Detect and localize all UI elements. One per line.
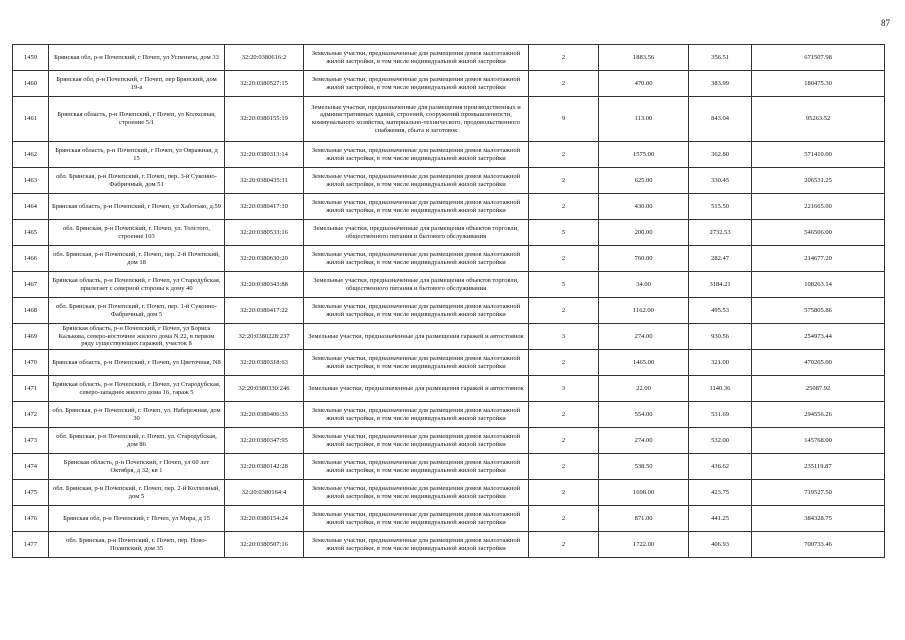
- land-use-cell: Земельные участки, предназначенные для размещения домов малоэтажной жилой застройки, в том числе индивидуальной жилой застройки: [304, 428, 529, 454]
- use-group-cell: 2: [529, 402, 599, 428]
- area-cell: 1465.00: [599, 350, 689, 376]
- specific-value-cell: 441.25: [689, 506, 752, 532]
- specific-value-cell: 383.99: [689, 71, 752, 97]
- specific-value-cell: 843.04: [689, 97, 752, 142]
- row-number: 1473: [13, 428, 49, 454]
- address-cell: обл. Брянская, р-н Почепский, г. Почеп, ул. Стародубская, дом 86: [49, 428, 225, 454]
- specific-value-cell: 406.93: [689, 532, 752, 558]
- area-cell: 554.00: [599, 402, 689, 428]
- use-group-cell: 2: [529, 350, 599, 376]
- use-group-cell: 2: [529, 298, 599, 324]
- cadastral-value-cell: 384328.75: [752, 506, 885, 532]
- row-number: 1475: [13, 480, 49, 506]
- table-row: [13, 402, 885, 428]
- land-use-cell: Земельные участки, предназначенные для размещения гаражей и автостоянок: [304, 324, 529, 350]
- address-cell: обл. Брянская, р-н Почепский, г. Почеп, пер. 1-й Суконно-Фабричный, дом 5: [49, 298, 225, 324]
- table-row: [13, 168, 885, 194]
- row-number: 1462: [13, 142, 49, 168]
- cadastral-number-cell: 32:20:0380155:19: [225, 97, 304, 142]
- specific-value-cell: 515.50: [689, 194, 752, 220]
- land-registry-table: [12, 44, 885, 558]
- cadastral-value-cell: 470265.00: [752, 350, 885, 376]
- row-number: 1466: [13, 246, 49, 272]
- table-row: [13, 506, 885, 532]
- area-cell: 470.00: [599, 71, 689, 97]
- land-use-cell: Земельные участки, предназначенные для размещения домов малоэтажной жилой застройки, в том числе индивидуальной жилой застройки: [304, 454, 529, 480]
- area-cell: 871.00: [599, 506, 689, 532]
- table-body: [13, 45, 885, 558]
- land-use-cell: Земельные участки, предназначенные для размещения домов малоэтажной жилой застройки, в том числе индивидуальной жилой застройки: [304, 45, 529, 71]
- area-cell: 113.00: [599, 97, 689, 142]
- address-cell: Брянская область, р-н Почепский, г Почеп, ул 60 лет Октября, д 32, кв 1: [49, 454, 225, 480]
- address-cell: обл. Брянская, р-н Почепский, г. Почеп, пер. 2-й Почепский, дом 18: [49, 246, 225, 272]
- specific-value-cell: 930.56: [689, 324, 752, 350]
- address-cell: Брянская область, р-н Почепский, г Почеп, ул Колхозная, строение 5/1: [49, 97, 225, 142]
- cadastral-number-cell: 32:20:0380417:22: [225, 298, 304, 324]
- address-cell: Брянская обл, р-н Почепский, г Почеп, ул Мира, д 15: [49, 506, 225, 532]
- land-use-cell: Земельные участки, предназначенные для размещения домов малоэтажной жилой застройки, в том числе индивидуальной жилой застройки: [304, 298, 529, 324]
- area-cell: 22.00: [599, 376, 689, 402]
- specific-value-cell: 532.00: [689, 428, 752, 454]
- land-use-cell: Земельные участки, предназначенные для размещения производственных и административных зданий, строений, сооружений промышленности, коммунального хозяйства, материально-технического, продовольственного снабжения, сбыта и заготовок: [304, 97, 529, 142]
- cadastral-value-cell: 25087.92: [752, 376, 885, 402]
- cadastral-number-cell: 32:20:0380347:95: [225, 428, 304, 454]
- specific-value-cell: 321.00: [689, 350, 752, 376]
- cadastral-value-cell: 145768.00: [752, 428, 885, 454]
- cadastral-value-cell: 206531.25: [752, 168, 885, 194]
- page-number: 87: [881, 18, 890, 28]
- row-number: 1460: [13, 71, 49, 97]
- area-cell: 200.00: [599, 220, 689, 246]
- row-number: 1470: [13, 350, 49, 376]
- specific-value-cell: 330.45: [689, 168, 752, 194]
- cadastral-number-cell: 32:20:0380630:20: [225, 246, 304, 272]
- row-number: 1472: [13, 402, 49, 428]
- use-group-cell: 5: [529, 220, 599, 246]
- cadastral-value-cell: 294556.26: [752, 402, 885, 428]
- land-use-cell: Земельные участки, предназначенные для размещения объектов торговли, общественного питания и бытового обслуживания: [304, 220, 529, 246]
- cadastral-value-cell: 700733.46: [752, 532, 885, 558]
- cadastral-number-cell: 32:20:0380527:15: [225, 71, 304, 97]
- address-cell: Брянская область, р-н Почепский, г Почеп, ул Хаботько, д.59: [49, 194, 225, 220]
- row-number: 1476: [13, 506, 49, 532]
- cadastral-value-cell: 108263.14: [752, 272, 885, 298]
- table-row: [13, 324, 885, 350]
- address-cell: обл. Брянская, р-н Почепский, г. Почеп, ул. Набережная, дом 30: [49, 402, 225, 428]
- cadastral-value-cell: 571410.00: [752, 142, 885, 168]
- cadastral-value-cell: 575805.86: [752, 298, 885, 324]
- use-group-cell: 3: [529, 324, 599, 350]
- land-use-cell: Земельные участки, предназначенные для размещения домов малоэтажной жилой застройки, в том числе индивидуальной жилой застройки: [304, 168, 529, 194]
- address-cell: Брянская область, р-н Почепский, г Почеп, ул Бориса Калькова, северо-восточнее жилого дома N 22, в первом ряду существующих гаражей, участок 8: [49, 324, 225, 350]
- address-cell: Брянская область, р-н Почепский, г Почеп, ул Стародубская, северо-западнее жилого дома 16, гараж 5: [49, 376, 225, 402]
- area-cell: 1162.00: [599, 298, 689, 324]
- use-group-cell: 2: [529, 142, 599, 168]
- table-row: [13, 246, 885, 272]
- cadastral-number-cell: 32:20:0380330:246: [225, 376, 304, 402]
- table-row: [13, 428, 885, 454]
- use-group-cell: 2: [529, 454, 599, 480]
- row-number: 1467: [13, 272, 49, 298]
- area-cell: 625.00: [599, 168, 689, 194]
- land-use-cell: Земельные участки, предназначенные для размещения домов малоэтажной жилой застройки, в том числе индивидуальной жилой застройки: [304, 480, 529, 506]
- cadastral-number-cell: 32:20:0380164:4: [225, 480, 304, 506]
- land-use-cell: Земельные участки, предназначенные для размещения домов малоэтажной жилой застройки, в том числе индивидуальной жилой застройки: [304, 71, 529, 97]
- row-number: 1468: [13, 298, 49, 324]
- specific-value-cell: 2732.53: [689, 220, 752, 246]
- cadastral-number-cell: 32:20:0380616:2: [225, 45, 304, 71]
- cadastral-number-cell: 32:20:0380154:24: [225, 506, 304, 532]
- use-group-cell: 2: [529, 246, 599, 272]
- address-cell: Брянская область, р-н Почепский, г Почеп, ул Стародубская, прилегает с северной стороны к дому 40: [49, 272, 225, 298]
- table-row: [13, 272, 885, 298]
- table-row: [13, 71, 885, 97]
- row-number: 1469: [13, 324, 49, 350]
- cadastral-number-cell: 32:20:0380417:10: [225, 194, 304, 220]
- cadastral-value-cell: 235119.87: [752, 454, 885, 480]
- specific-value-cell: 3184.21: [689, 272, 752, 298]
- row-number: 1461: [13, 97, 49, 142]
- table-row: [13, 298, 885, 324]
- table-row: [13, 532, 885, 558]
- land-use-cell: Земельные участки, предназначенные для размещения домов малоэтажной жилой застройки, в том числе индивидуальной жилой застройки: [304, 532, 529, 558]
- address-cell: Брянская обл, р-н Почепский, г Почеп, пер Брянский, дом 19-а: [49, 71, 225, 97]
- area-cell: 430.00: [599, 194, 689, 220]
- cadastral-number-cell: 32:20:0380228:237: [225, 324, 304, 350]
- area-cell: 1575.00: [599, 142, 689, 168]
- address-cell: обл. Брянская, р-н Почепский, г. Почеп, пер. 2-й Колхозный, дом 5: [49, 480, 225, 506]
- use-group-cell: 2: [529, 194, 599, 220]
- use-group-cell: 2: [529, 45, 599, 71]
- row-number: 1464: [13, 194, 49, 220]
- cadastral-value-cell: 671507.98: [752, 45, 885, 71]
- address-cell: обл. Брянская, р-н Почепский, г. Почеп, пер. 3-й Суконно-Фабричный, дом 51: [49, 168, 225, 194]
- row-number: 1477: [13, 532, 49, 558]
- use-group-cell: 2: [529, 428, 599, 454]
- table-row: [13, 142, 885, 168]
- area-cell: 274.00: [599, 324, 689, 350]
- use-group-cell: 5: [529, 272, 599, 298]
- cadastral-number-cell: 32:20:0380343:88: [225, 272, 304, 298]
- address-cell: обл. Брянская, р-н Почепский, г. Почеп, пер. Ново-Полипский, дом 35: [49, 532, 225, 558]
- row-number: 1463: [13, 168, 49, 194]
- cadastral-number-cell: 32:20:0380507:16: [225, 532, 304, 558]
- cadastral-number-cell: 32:20:0380313:14: [225, 142, 304, 168]
- area-cell: 760.00: [599, 246, 689, 272]
- area-cell: 538.50: [599, 454, 689, 480]
- row-number: 1459: [13, 45, 49, 71]
- table-row: [13, 194, 885, 220]
- area-cell: 1698.00: [599, 480, 689, 506]
- cadastral-number-cell: 32:20:0380318:63: [225, 350, 304, 376]
- land-use-cell: Земельные участки, предназначенные для размещения домов малоэтажной жилой застройки, в том числе индивидуальной жилой застройки: [304, 350, 529, 376]
- specific-value-cell: 362.80: [689, 142, 752, 168]
- table-row: [13, 480, 885, 506]
- use-group-cell: 2: [529, 480, 599, 506]
- use-group-cell: 2: [529, 168, 599, 194]
- address-cell: Брянская область, р-н Почепский, г Почеп, ул Овражная, д 15: [49, 142, 225, 168]
- table-row: [13, 220, 885, 246]
- area-cell: 274.00: [599, 428, 689, 454]
- table-row: [13, 454, 885, 480]
- use-group-cell: 2: [529, 532, 599, 558]
- area-cell: 1883.56: [599, 45, 689, 71]
- cadastral-number-cell: 32:20:0380142:28: [225, 454, 304, 480]
- specific-value-cell: 1140.36: [689, 376, 752, 402]
- cadastral-number-cell: 32:20:0380406:33: [225, 402, 304, 428]
- table-row: [13, 45, 885, 71]
- use-group-cell: 2: [529, 506, 599, 532]
- use-group-cell: 2: [529, 71, 599, 97]
- land-use-cell: Земельные участки, предназначенные для размещения объектов торговли, общественного питания и бытового обслуживания: [304, 272, 529, 298]
- specific-value-cell: 436.62: [689, 454, 752, 480]
- row-number: 1465: [13, 220, 49, 246]
- land-use-cell: Земельные участки, предназначенные для размещения домов малоэтажной жилой застройки, в том числе индивидуальной жилой застройки: [304, 506, 529, 532]
- specific-value-cell: 423.75: [689, 480, 752, 506]
- cadastral-number-cell: 32:20:0380533:16: [225, 220, 304, 246]
- cadastral-value-cell: 95263.52: [752, 97, 885, 142]
- cadastral-value-cell: 719527.50: [752, 480, 885, 506]
- address-cell: Брянская область, р-н Почепский, г Почеп, ул Цветочная, N8: [49, 350, 225, 376]
- address-cell: Брянская обл, р-н Почепский, г Почеп, ул Успенича, дом 33: [49, 45, 225, 71]
- specific-value-cell: 282.47: [689, 246, 752, 272]
- cadastral-value-cell: 180475.30: [752, 71, 885, 97]
- cadastral-number-cell: 32:20:0380435:11: [225, 168, 304, 194]
- area-cell: 34.00: [599, 272, 689, 298]
- land-use-cell: Земельные участки, предназначенные для размещения домов малоэтажной жилой застройки, в том числе индивидуальной жилой застройки: [304, 246, 529, 272]
- row-number: 1474: [13, 454, 49, 480]
- specific-value-cell: 531.69: [689, 402, 752, 428]
- cadastral-value-cell: 254973.44: [752, 324, 885, 350]
- area-cell: 1722.00: [599, 532, 689, 558]
- use-group-cell: 3: [529, 376, 599, 402]
- table-row: [13, 350, 885, 376]
- land-use-cell: Земельные участки, предназначенные для размещения домов малоэтажной жилой застройки, в том числе индивидуальной жилой застройки: [304, 142, 529, 168]
- cadastral-value-cell: 214677.20: [752, 246, 885, 272]
- land-use-cell: Земельные участки, предназначенные для размещения домов малоэтажной жилой застройки, в том числе индивидуальной жилой застройки: [304, 402, 529, 428]
- specific-value-cell: 356.51: [689, 45, 752, 71]
- cadastral-value-cell: 221665.00: [752, 194, 885, 220]
- specific-value-cell: 495.53: [689, 298, 752, 324]
- row-number: 1471: [13, 376, 49, 402]
- land-use-cell: Земельные участки, предназначенные для размещения гаражей и автостоянок: [304, 376, 529, 402]
- table-row: [13, 376, 885, 402]
- table-row: [13, 97, 885, 142]
- use-group-cell: 9: [529, 97, 599, 142]
- cadastral-value-cell: 546506.00: [752, 220, 885, 246]
- land-use-cell: Земельные участки, предназначенные для размещения домов малоэтажной жилой застройки, в том числе индивидуальной жилой застройки: [304, 194, 529, 220]
- address-cell: обл. Брянская, р-н Почепский, г. Почеп, ул. Толстого, строение 103: [49, 220, 225, 246]
